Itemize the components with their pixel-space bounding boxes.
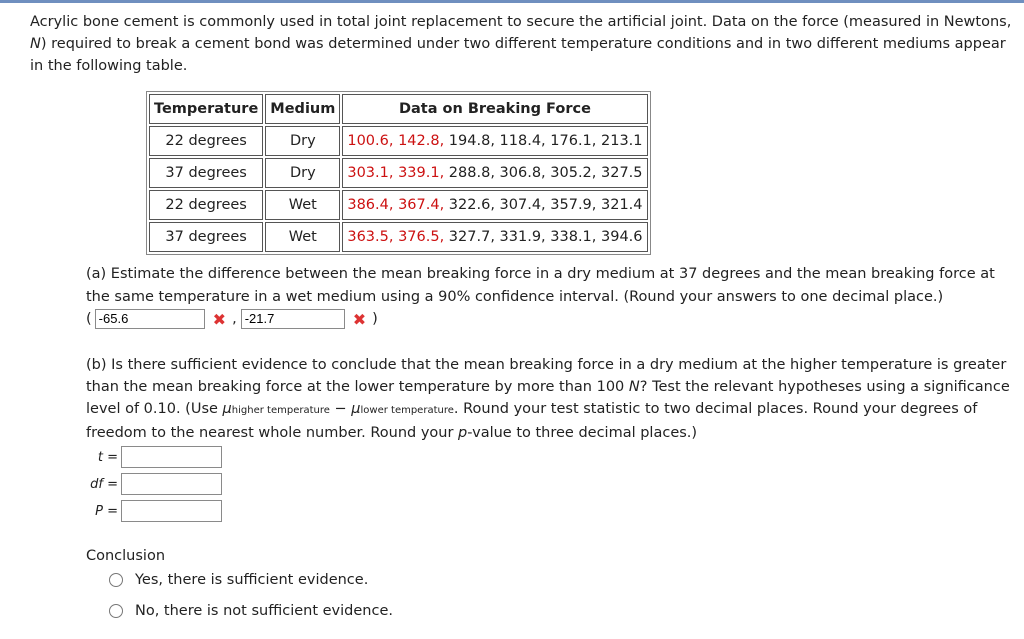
cell-medium: Wet [265,190,340,220]
cell-medium: Wet [265,222,340,252]
part-b-question: (b) Is there sufficient evidence to conclude that the mean breaking force in a dry medium at the higher temperature is greater than the mean breaking force at the lower temperature by more than 100 N? Test the relevant hypotheses using a significance level of 0.10. (Use μhigher temperature − μlower temperature. Round your test statistic to two decimal places. Round your degrees of freedom to the nearest whole number. Round your p-value to three decimal places.) [86,357,1010,441]
df-label: df = [90,476,118,492]
option-label: No, there is not sufficient evidence. [135,603,393,619]
header-medium: Medium [265,94,340,124]
df-input[interactable] [121,473,222,495]
table-header-row [149,94,648,124]
radio-button[interactable] [109,604,123,618]
open-paren: ( [86,311,92,327]
cell-temperature: 37 degrees [149,222,263,252]
p-label: P = [95,503,118,519]
incorrect-x-icon: ✖ [212,309,227,329]
confidence-interval-row [86,307,378,331]
header-breaking-force: Data on Breaking Force [342,94,647,124]
ci-upper-input[interactable] [241,309,345,329]
table-row [149,158,648,188]
cell-force-values: 363.5, 376.5, 327.7, 331.9, 338.1, 394.6 [342,222,647,252]
table-row [149,222,648,252]
cell-temperature: 22 degrees [149,190,263,220]
table-row [149,126,648,156]
header-temperature: Temperature [149,94,263,124]
radio-button[interactable] [109,573,123,587]
t-statistic-input[interactable] [121,446,222,468]
option-label: Yes, there is sufficient evidence. [135,572,369,588]
p-value-input[interactable] [121,500,222,522]
cell-temperature: 22 degrees [149,126,263,156]
ci-lower-input[interactable] [95,309,205,329]
df-row [86,473,222,495]
t-statistic-row [86,446,222,468]
t-label: t = [97,449,118,465]
p-value-row [86,500,222,522]
conclusion-option-yes[interactable] [109,572,368,588]
cell-force-values: 100.6, 142.8, 194.8, 118.4, 176.1, 213.1 [342,126,647,156]
top-rule [0,0,1024,3]
conclusion-option-no[interactable] [109,603,393,619]
incorrect-x-icon: ✖ [352,309,367,329]
problem-intro: Acrylic bone cement is commonly used in total joint replacement to secure the artificial joint. Data on the force (measured in Newtons, N) required to break a cement bond was determined under two different temperature conditions and in two different mediums appear in the following table. [30,14,1012,74]
close-paren: ) [372,311,378,327]
cell-force-values: 303.1, 339.1, 288.8, 306.8, 305.2, 327.5 [342,158,647,188]
ci-comma: , [232,311,237,327]
conclusion-label: Conclusion [86,548,166,564]
cell-force-values: 386.4, 367.4, 322.6, 307.4, 357.9, 321.4 [342,190,647,220]
part-a-question: (a) Estimate the difference between the mean breaking force in a dry medium at 37 degrees and the mean breaking force at the same temperature in a wet medium using a 90% confidence interval. (Round your answers to one decimal place.) [86,266,995,305]
cell-medium: Dry [265,158,340,188]
cell-medium: Dry [265,126,340,156]
breaking-force-table [146,91,651,255]
cell-temperature: 37 degrees [149,158,263,188]
table-row [149,190,648,220]
